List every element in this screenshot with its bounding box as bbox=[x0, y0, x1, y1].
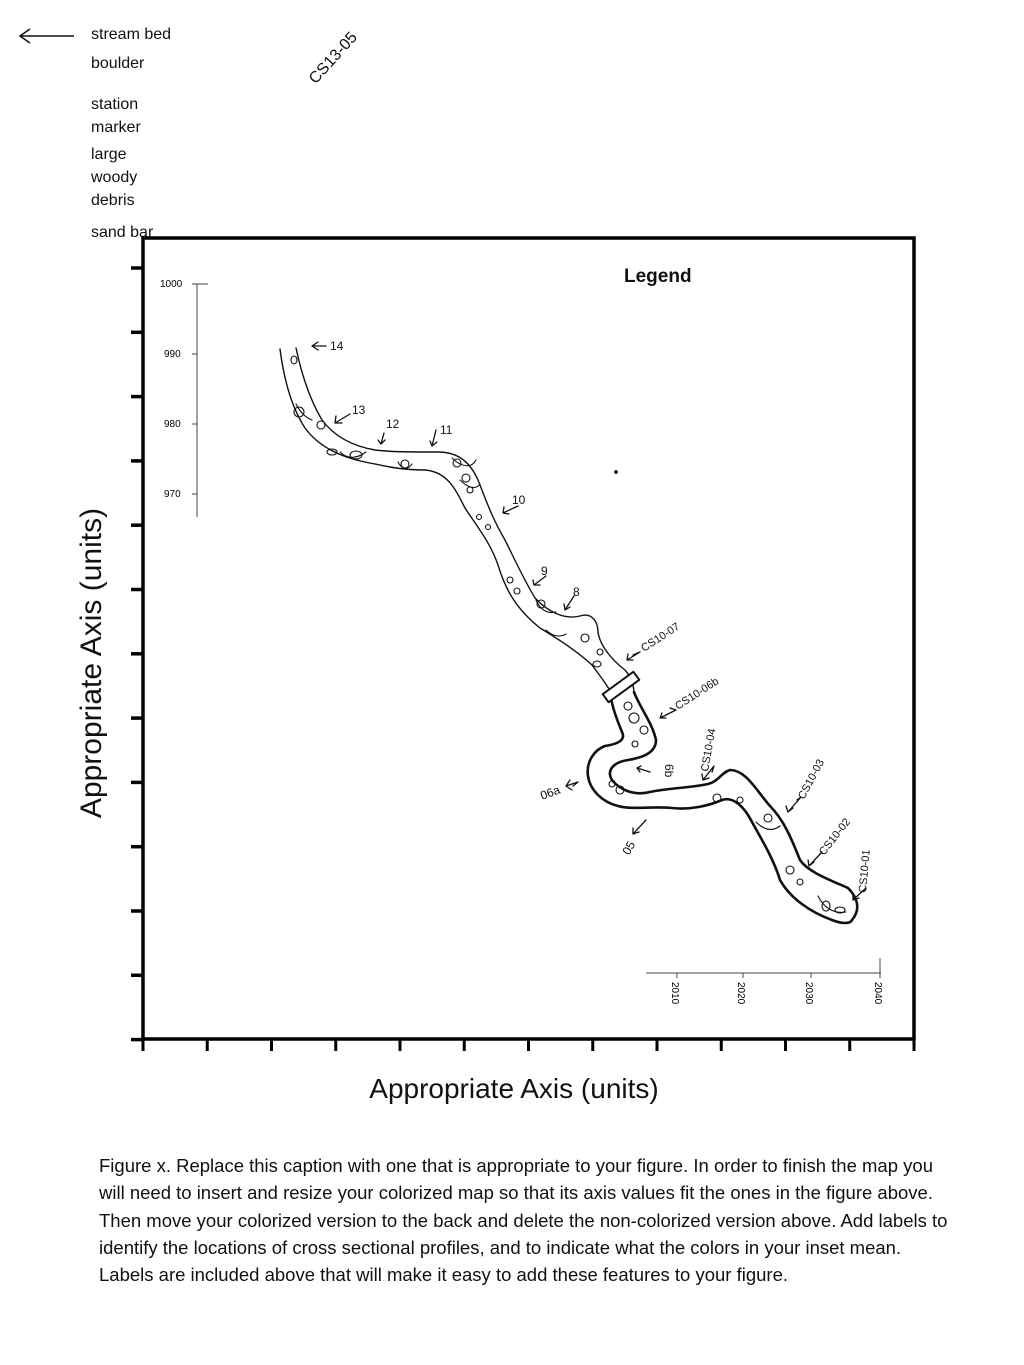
cross-section-map-labels bbox=[639, 621, 873, 893]
inset-vtick-990: 990 bbox=[164, 349, 181, 360]
legend-label-stream-bed: stream bed bbox=[91, 26, 172, 43]
cs-label-cs10-06b: CS10-06b bbox=[673, 675, 722, 713]
station-label-12: 12 bbox=[386, 417, 400, 431]
station-label-14: 14 bbox=[330, 339, 344, 353]
legend-label-sand-bar: sand bar bbox=[91, 224, 154, 241]
inset-vtick-1000: 1000 bbox=[160, 279, 183, 290]
station-label-05: 05 bbox=[619, 838, 639, 858]
x-axis-title: Appropriate Axis (units) bbox=[369, 1073, 659, 1104]
inset-horizontal-scale bbox=[646, 958, 881, 978]
inset-vertical-scale bbox=[192, 284, 208, 517]
inset-vtick-980: 980 bbox=[164, 419, 181, 430]
cs-label-cs10-01: CS10-01 bbox=[857, 848, 873, 894]
x-axis-ticks bbox=[143, 1039, 914, 1051]
inset-htick-2010: 2010 bbox=[669, 982, 680, 1005]
plot-frame bbox=[143, 238, 914, 1039]
station-label-11: 11 bbox=[440, 423, 453, 437]
inset-htick-2030: 2030 bbox=[803, 982, 814, 1005]
y-axis-title: Appropriate Axis (units) bbox=[75, 507, 108, 819]
stream-bank-lower-left bbox=[588, 692, 852, 923]
inset-htick-2020: 2020 bbox=[735, 982, 746, 1005]
station-label-13: 13 bbox=[352, 403, 366, 417]
station-label-9: 9 bbox=[541, 564, 548, 578]
legend-title: Legend bbox=[624, 266, 692, 287]
legend-label-station-marker: station marker bbox=[91, 96, 141, 136]
stream-bank-lower-right bbox=[610, 692, 857, 920]
cross-section-label: CS13-05 bbox=[306, 29, 361, 88]
station-label-8: 8 bbox=[573, 585, 580, 599]
figure-caption: Figure x. Replace this caption with one that is appropriate to your figure. In order to finish the map you will need to insert and resize your colorized map so that its axis values fit the ones in the figure above. Then move your colorized version to the back and delete the non-colorized version above. Add labels to identify the locations of cross sectional profiles, and to indicate what the colors in your inset mean. Labels are included above that will make it easy to add these features to your figure. bbox=[99, 1155, 948, 1286]
inset-vtick-970: 970 bbox=[164, 489, 181, 500]
legend-label-large-woody-debris: large woody debris bbox=[91, 146, 138, 209]
station-label-6b: 6b bbox=[662, 764, 676, 778]
stream-map-drawing bbox=[280, 342, 866, 923]
cs-label-cs10-02: CS10-02 bbox=[816, 816, 854, 858]
cs-label-cs10-07: CS10-07 bbox=[639, 620, 683, 655]
legend-label-boulder: boulder bbox=[91, 55, 145, 72]
cs-label-cs10-04: CS10-04 bbox=[699, 727, 719, 773]
station-labels bbox=[330, 339, 676, 857]
cs-label-cs10-03: CS10-03 bbox=[796, 757, 828, 802]
station-label-06a: 06a bbox=[538, 782, 562, 803]
station-label-10: 10 bbox=[512, 493, 526, 507]
inset-htick-2040: 2040 bbox=[872, 982, 883, 1005]
stream-bank-upper-left bbox=[280, 349, 612, 694]
y-axis-ticks bbox=[131, 268, 143, 1040]
